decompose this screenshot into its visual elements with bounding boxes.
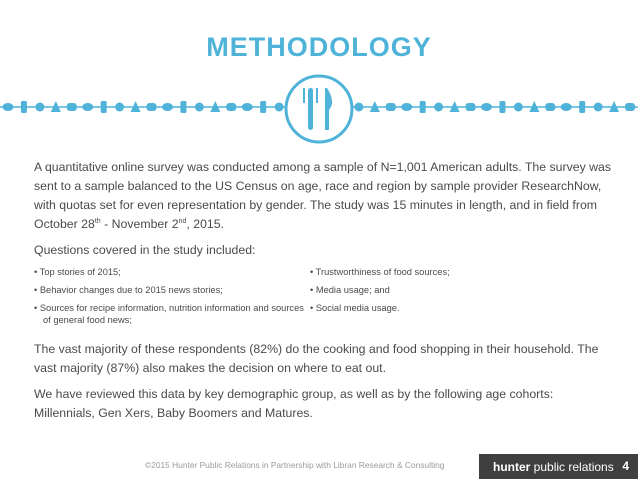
grater-icon — [180, 101, 186, 113]
questions-heading: Questions covered in the study included: — [34, 243, 256, 257]
list-item: • Trustworthiness of food sources; — [310, 267, 450, 277]
questions-list — [34, 266, 612, 332]
list-item: • Behavior changes due to 2015 news stories; — [34, 285, 223, 295]
salad-icon — [401, 103, 412, 111]
plate-icon — [481, 103, 492, 111]
pot-icon — [545, 103, 555, 111]
grater-icon — [561, 103, 572, 111]
respondent-summary: The vast majority of these respondents (82%) do the cooking and food shopping in their household. The vast majority (87%) also makes the decision on where to eat out. — [34, 342, 599, 375]
pig-icon — [434, 103, 443, 112]
mug-icon — [275, 103, 284, 112]
methodology-body — [34, 158, 612, 430]
footer-brand-bar — [479, 454, 638, 479]
fish-icon — [420, 101, 426, 113]
review-note: We have reviewed this data by key demographic group, as well as by the following age cohorts: Millennials, Gen Xers, Baby Boomers and Matures. — [34, 387, 554, 420]
pot-icon — [162, 103, 173, 111]
fork-knife-icon — [286, 76, 352, 142]
milk-icon — [514, 103, 523, 112]
bird-icon — [260, 101, 266, 113]
fish-icon — [226, 103, 236, 111]
mug-icon — [466, 103, 476, 111]
fish-icon — [35, 103, 44, 112]
sandwich-icon — [579, 101, 585, 113]
footer-copyright: ©2015 Hunter Public Relations in Partnership with Libran Research & Consulting — [145, 460, 445, 470]
salad-icon — [21, 101, 27, 113]
pot-icon — [354, 103, 363, 112]
slide-title: METHODOLOGY — [206, 32, 432, 62]
list-item: • Social media usage. — [310, 303, 400, 313]
pig-icon — [242, 103, 253, 111]
mug-icon — [82, 103, 93, 111]
list-item: • Top stories of 2015; — [34, 267, 121, 277]
sandwich-icon — [386, 103, 396, 111]
food-icon-band — [0, 74, 638, 144]
food-icons-graphic — [0, 74, 638, 144]
questions-column-right — [310, 266, 610, 332]
citrus-icon — [499, 101, 505, 113]
survey-description: A quantitative online survey was conducted among a sample of N=1,001 American adults. The survey was sent to a sample balanced to the US Census on age, race and region by sample provider ResearchNow, with quotas set for even representation by gender. The study was 15 minutes in length, and in field from October 28th - November 2nd, 2015. — [34, 160, 612, 231]
brand-logo: hunter public relations — [493, 459, 614, 474]
salad-icon — [594, 103, 603, 112]
bird-icon — [67, 103, 77, 111]
sandwich-icon — [2, 103, 13, 111]
page-number: 4 — [622, 459, 629, 473]
plate-icon — [101, 101, 107, 113]
citrus-icon — [115, 103, 124, 112]
pepper-icon — [147, 103, 157, 111]
list-item: • Media usage; and — [310, 285, 390, 295]
questions-column-left — [34, 266, 310, 332]
list-item: • Sources for recipe information, nutrition information and sources of general food news; — [34, 303, 304, 325]
sandwich-icon — [195, 103, 204, 112]
pig-icon — [625, 103, 635, 111]
